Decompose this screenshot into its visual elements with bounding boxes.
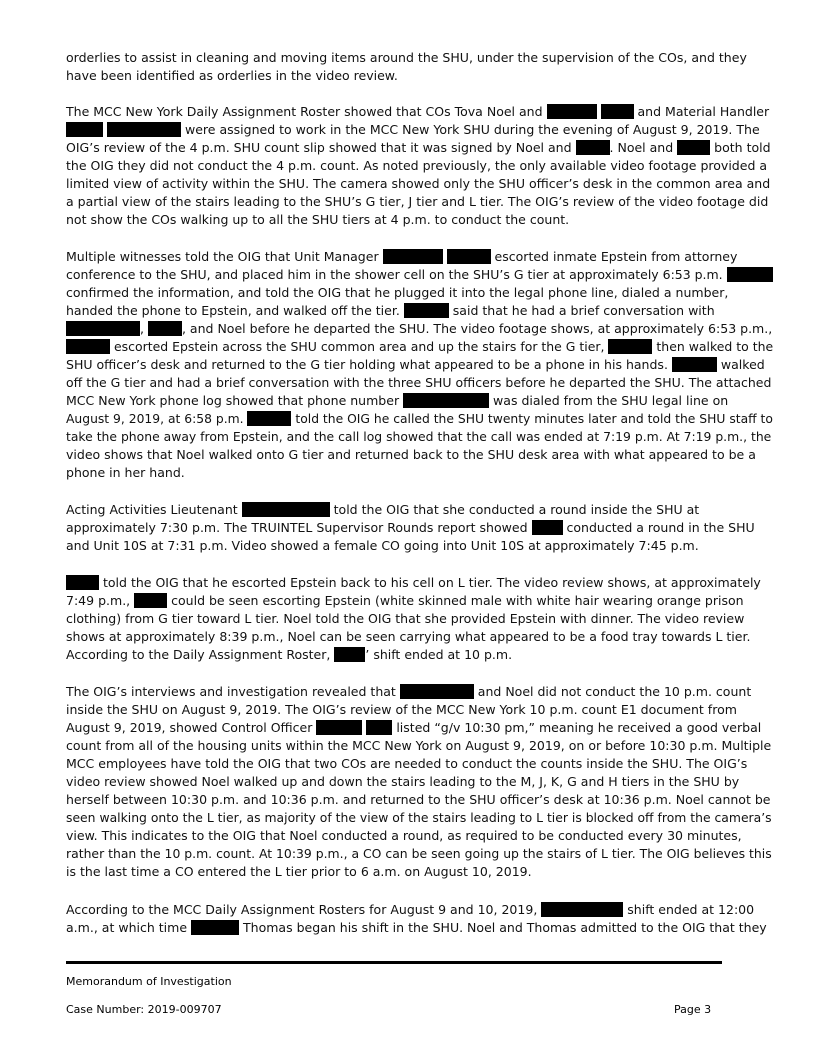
text-line xyxy=(66,428,776,446)
paragraph xyxy=(66,574,776,664)
text-run: Multiple witnesses told the OIG that Unit Manager xyxy=(66,249,383,264)
paragraph xyxy=(66,901,776,937)
redaction-block xyxy=(134,593,167,608)
text-line xyxy=(66,266,776,284)
text-run: confirmed the information, and told the OIG that he plugged it into the legal phone line, dialed a number, xyxy=(66,285,729,300)
text-run: shift ended at 12:00 xyxy=(623,902,755,917)
text-line xyxy=(66,719,776,737)
text-run: a partial view of the stairs leading to the SHU’s G tier, J tier and L tier. The OIG’s review of the video footage did xyxy=(66,194,769,209)
text-line xyxy=(66,537,776,555)
text-line xyxy=(66,248,776,266)
text-run: seen walking onto the L tier, as majority of the view of the stairs leading to L tier is blocked off from the camera’s xyxy=(66,810,772,825)
text-line xyxy=(66,193,776,211)
text-line xyxy=(66,49,776,67)
text-run: limited view of activity within the SHU. The camera showed only the SHU officer’s desk in the common area and xyxy=(66,176,771,191)
text-line xyxy=(66,175,776,193)
redaction-block xyxy=(404,303,449,318)
text-line xyxy=(66,773,776,791)
text-run: 7:49 p.m., xyxy=(66,593,135,608)
text-run: were assigned to work in the MCC New York SHU during the evening of August 9, 2019. The xyxy=(180,122,760,137)
text-run: said that he had a brief conversation with xyxy=(448,303,715,318)
text-line xyxy=(66,791,776,809)
text-run: video review showed Noel walked up and down the stairs leading to the M, J, K, G and H tiers in the SHU by xyxy=(66,774,740,789)
redaction-block xyxy=(727,267,773,282)
redaction-block xyxy=(601,104,634,119)
text-run: both told xyxy=(710,140,771,155)
text-run: Thomas began his shift in the SHU. Noel and Thomas admitted to the OIG that they xyxy=(239,920,767,935)
redaction-block xyxy=(107,122,181,137)
text-line xyxy=(66,302,776,320)
text-run: According to the MCC Daily Assignment Rosters for August 9 and 10, 2019, xyxy=(66,902,542,917)
text-line xyxy=(66,755,776,773)
text-line xyxy=(66,737,776,755)
text-run: MCC New York phone log showed that phone number xyxy=(66,393,404,408)
text-line xyxy=(66,338,776,356)
text-line xyxy=(66,574,776,592)
text-line xyxy=(66,374,776,392)
paragraph xyxy=(66,103,776,229)
text-run: shows at approximately 8:39 p.m., Noel can be seen carrying what appeared to be a food tray towards L tier. xyxy=(66,629,751,644)
text-run: told the OIG that he escorted Epstein back to his cell on L tier. The video review shows, at approximately xyxy=(99,575,761,590)
text-run: orderlies to assist in cleaning and moving items around the SHU, under the supervision of the COs, and they xyxy=(66,50,747,65)
text-run: herself between 10:30 p.m. and 10:36 p.m. and returned to the SHU officer’s desk at 10:36 p.m. Noel cannot be xyxy=(66,792,771,807)
redaction-block xyxy=(191,920,239,935)
paragraph xyxy=(66,501,776,555)
text-line xyxy=(66,410,776,428)
redaction-block xyxy=(541,902,623,917)
redaction-block xyxy=(383,249,443,264)
text-line xyxy=(66,592,776,610)
text-line xyxy=(66,121,776,139)
text-line xyxy=(66,901,776,919)
text-run: count from all of the housing units within the MCC New York on August 9, 2019, on or before 10:30 p.m. Multiple xyxy=(66,738,772,753)
text-line xyxy=(66,157,776,175)
text-line xyxy=(66,919,776,937)
redaction-block xyxy=(66,122,103,137)
text-run: . Noel and xyxy=(609,140,678,155)
text-line xyxy=(66,701,776,719)
redaction-block xyxy=(608,339,652,354)
text-run: listed “g/v 10:30 pm,” meaning he received a good verbal xyxy=(392,720,762,735)
text-run: and Unit 10S at 7:31 p.m. Video showed a female CO going into Unit 10S at approximately 7:45 p.m. xyxy=(66,538,699,553)
text-line xyxy=(66,139,776,157)
text-line xyxy=(66,501,776,519)
text-run: , and Noel before he departed the SHU. The video footage shows, at approximately 6:53 p.m., xyxy=(181,321,773,336)
text-run: and Material Handler xyxy=(633,104,770,119)
text-line xyxy=(66,845,776,863)
text-run: have been identified as orderlies in the video review. xyxy=(66,68,398,83)
text-run: The MCC New York Daily Assignment Roster showed that COs Tova Noel and xyxy=(66,104,547,119)
text-line xyxy=(66,446,776,464)
text-run: a.m., at which time xyxy=(66,920,192,935)
text-run: the OIG they did not conduct the 4 p.m. count. As noted previously, the only available video footage provided a xyxy=(66,158,768,173)
footer-case-number: Case Number: 2019-009707 xyxy=(66,1003,222,1016)
text-run: escorted Epstein across the SHU common area and up the stairs for the G tier, xyxy=(110,339,609,354)
paragraph xyxy=(66,683,776,881)
text-line xyxy=(66,827,776,845)
text-run: approximately 7:30 p.m. The TRUINTEL Supervisor Rounds report showed xyxy=(66,520,532,535)
text-line xyxy=(66,863,776,881)
redaction-block xyxy=(66,339,110,354)
text-line xyxy=(66,284,776,302)
text-run: SHU officer’s desk and returned to the G tier holding what appeared to be a phone in his hands. xyxy=(66,357,672,372)
text-run: The OIG’s interviews and investigation revealed that xyxy=(66,684,400,699)
redaction-block xyxy=(247,411,291,426)
redaction-block xyxy=(334,647,365,662)
text-run: August 9, 2019, showed Control Officer xyxy=(66,720,317,735)
text-run: walked xyxy=(716,357,765,372)
text-run: According to the Daily Assignment Roster, xyxy=(66,647,335,662)
paragraph xyxy=(66,49,776,85)
text-line xyxy=(66,809,776,827)
redaction-block xyxy=(148,321,182,336)
text-line xyxy=(66,356,776,374)
text-run: phone in her hand. xyxy=(66,465,185,480)
redaction-block xyxy=(400,684,474,699)
footer-divider xyxy=(66,961,722,964)
redaction-block xyxy=(242,502,330,517)
text-run: rather than the 10 p.m. count. At 10:39 p.m., a CO can be seen going up the stairs of L tier. The OIG believes this xyxy=(66,846,772,861)
text-run: told the OIG that she conducted a round inside the SHU at xyxy=(329,502,700,517)
text-run: video shows that Noel walked onto G tier and returned back to the SHU desk area with what appeared to be a xyxy=(66,447,756,462)
paragraph xyxy=(66,248,776,482)
text-line xyxy=(66,320,776,338)
text-run: Acting Activities Lieutenant xyxy=(66,502,242,517)
redaction-block xyxy=(547,104,597,119)
text-run: is the last time a CO entered the L tier prior to 6 a.m. on August 10, 2019. xyxy=(66,864,532,879)
text-run: take the phone away from Epstein, and the call log showed that the call was ended at 7:19 p.m. At 7:19 p.m., the xyxy=(66,429,772,444)
text-run: MCC employees have told the OIG that two COs are needed to conduct the counts inside the SHU. The OIG’s xyxy=(66,756,748,771)
redaction-block xyxy=(532,520,563,535)
redaction-block xyxy=(677,140,710,155)
text-run: then walked to the xyxy=(652,339,774,354)
text-run: clothing) from G tier toward L tier. Noel told the OIG that she provided Epstein with dinner. The video review xyxy=(66,611,745,626)
text-run: ’ shift ended at 10 p.m. xyxy=(365,647,513,662)
text-run: OIG’s review of the 4 p.m. SHU count slip showed that it was signed by Noel and xyxy=(66,140,576,155)
text-line xyxy=(66,211,776,229)
text-run: conducted a round in the SHU xyxy=(562,520,755,535)
redaction-block xyxy=(672,357,717,372)
text-line xyxy=(66,610,776,628)
text-line xyxy=(66,392,776,410)
footer-page-number: Page 3 xyxy=(674,1003,712,1016)
text-run: view. This indicates to the OIG that Noel conducted a round, as required to be conducted every 30 minutes, xyxy=(66,828,742,843)
text-line xyxy=(66,103,776,121)
text-run: told the OIG he called the SHU twenty minutes later and told the SHU staff to xyxy=(291,412,773,426)
text-run: not show the COs walking up to all the SHU tiers at 4 p.m. to conduct the count. xyxy=(66,212,570,227)
redaction-block xyxy=(447,249,491,264)
text-run: inside the SHU on August 9, 2019. The OIG’s review of the MCC New York 10 p.m. count E1 document from xyxy=(66,702,737,717)
text-line xyxy=(66,646,776,664)
footer-memo-title: Memorandum of Investigation xyxy=(66,975,232,988)
redaction-block xyxy=(366,720,392,735)
text-line xyxy=(66,519,776,537)
redaction-block xyxy=(576,140,610,155)
text-run: handed the phone to Epstein, and walked off the tier. xyxy=(66,303,404,318)
text-run: could be seen escorting Epstein (white skinned male with white hair wearing orange prison xyxy=(167,593,744,608)
redaction-block xyxy=(316,720,362,735)
text-run: August 9, 2019, at 6:58 p.m. xyxy=(66,412,248,426)
redaction-block xyxy=(403,393,489,408)
text-run: off the G tier and had a brief conversation with the three SHU officers before he departed the SHU. The attached xyxy=(66,375,772,390)
text-line xyxy=(66,628,776,646)
redaction-block xyxy=(66,575,99,590)
text-run: escorted inmate Epstein from attorney xyxy=(490,249,738,264)
text-run: was dialed from the SHU legal line on xyxy=(489,393,729,408)
text-line xyxy=(66,67,776,85)
text-line xyxy=(66,683,776,701)
text-run: , xyxy=(140,321,148,336)
text-run: and Noel did not conduct the 10 p.m. count xyxy=(473,684,752,699)
text-line xyxy=(66,464,776,482)
redaction-block xyxy=(66,321,140,336)
text-run: conference to the SHU, and placed him in the shower cell on the SHU’s G tier at approximately 6:53 p.m. xyxy=(66,267,727,282)
